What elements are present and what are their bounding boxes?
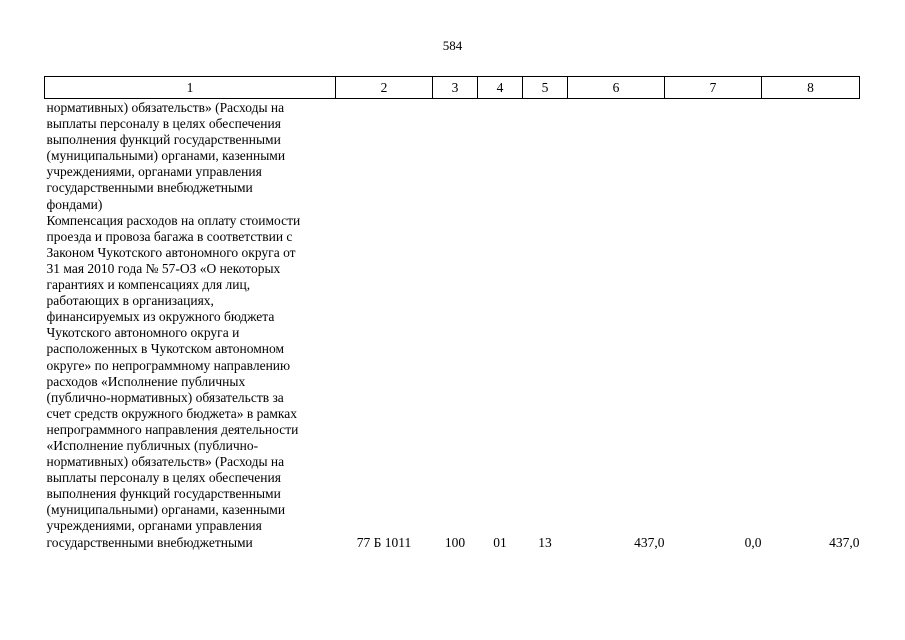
page-number: 584 xyxy=(442,38,463,53)
subsection-code: 13 xyxy=(538,534,552,550)
description-line: Чукотского автономного округа и xyxy=(46,325,240,341)
amount-col-6: 437,0 xyxy=(634,534,665,550)
description-line: расходов «Исполнение публичных xyxy=(46,373,246,389)
description-line: Законом Чукотского автономного округа от xyxy=(46,244,296,260)
budget-table xyxy=(44,76,860,551)
description-line: нормативных) обязательств» (Расходы на xyxy=(46,454,285,470)
table-row xyxy=(45,99,860,551)
description-line: работающих в организациях, xyxy=(46,293,214,309)
description-line: Компенсация расходов на оплату стоимости xyxy=(46,212,301,228)
column-header-2: 2 xyxy=(336,77,433,99)
description-line: учреждениями, органами управления xyxy=(46,518,262,534)
column-number-header-row xyxy=(45,77,860,99)
description-line: выплаты персоналу в целях обеспечения xyxy=(46,470,281,486)
description-line: фондами) xyxy=(46,196,103,212)
description-line: расположенных в Чукотском автономном xyxy=(46,341,285,357)
description-line: государственными внебюджетными xyxy=(46,534,253,550)
column-header-3: 3 xyxy=(433,77,478,99)
column-header-6: 6 xyxy=(568,77,665,99)
description-line: государственными внебюджетными xyxy=(46,180,253,196)
description-line: выполнения функций государственными xyxy=(46,486,281,502)
column-header-7: 7 xyxy=(665,77,762,99)
description-line: учреждениями, органами управления xyxy=(46,164,262,180)
description-line: выплаты персоналу в целях обеспечения xyxy=(46,116,281,132)
description-line: финансируемых из окружного бюджета xyxy=(46,309,275,325)
amount-col-8: 437,0 xyxy=(829,534,860,550)
column-header-8: 8 xyxy=(762,77,860,99)
column-header-1: 1 xyxy=(45,77,336,99)
description-line: «Исполнение публичных (публично- xyxy=(46,437,259,453)
description-line: непрограммного направления деятельности xyxy=(46,421,299,437)
target-article-code: 77 Б 1011 xyxy=(356,534,412,550)
description-line: 31 мая 2010 года № 57-ОЗ «О некоторых xyxy=(46,260,281,276)
section-code: 01 xyxy=(493,534,507,550)
description-line: гарантиях и компенсациях для лиц, xyxy=(46,277,251,293)
amount-col-7: 0,0 xyxy=(744,534,762,550)
expense-description xyxy=(45,99,336,551)
description-line: (муниципальными) органами, казенными xyxy=(46,502,286,518)
description-line: округе» по непрограммному направлению xyxy=(46,357,291,373)
description-line: счет средств окружного бюджета» в рамках xyxy=(46,405,298,421)
expense-type-code: 100 xyxy=(444,534,466,550)
description-line: (муниципальными) органами, казенными xyxy=(46,148,286,164)
description-line: выполнения функций государственными xyxy=(46,132,281,148)
column-header-5: 5 xyxy=(523,77,568,99)
description-line: проезда и провоза багажа в соответствии с xyxy=(46,228,293,244)
description-line: (публично-нормативных) обязательств за xyxy=(46,389,284,405)
column-header-4: 4 xyxy=(478,77,523,99)
description-line: нормативных) обязательств» (Расходы на xyxy=(46,100,285,115)
